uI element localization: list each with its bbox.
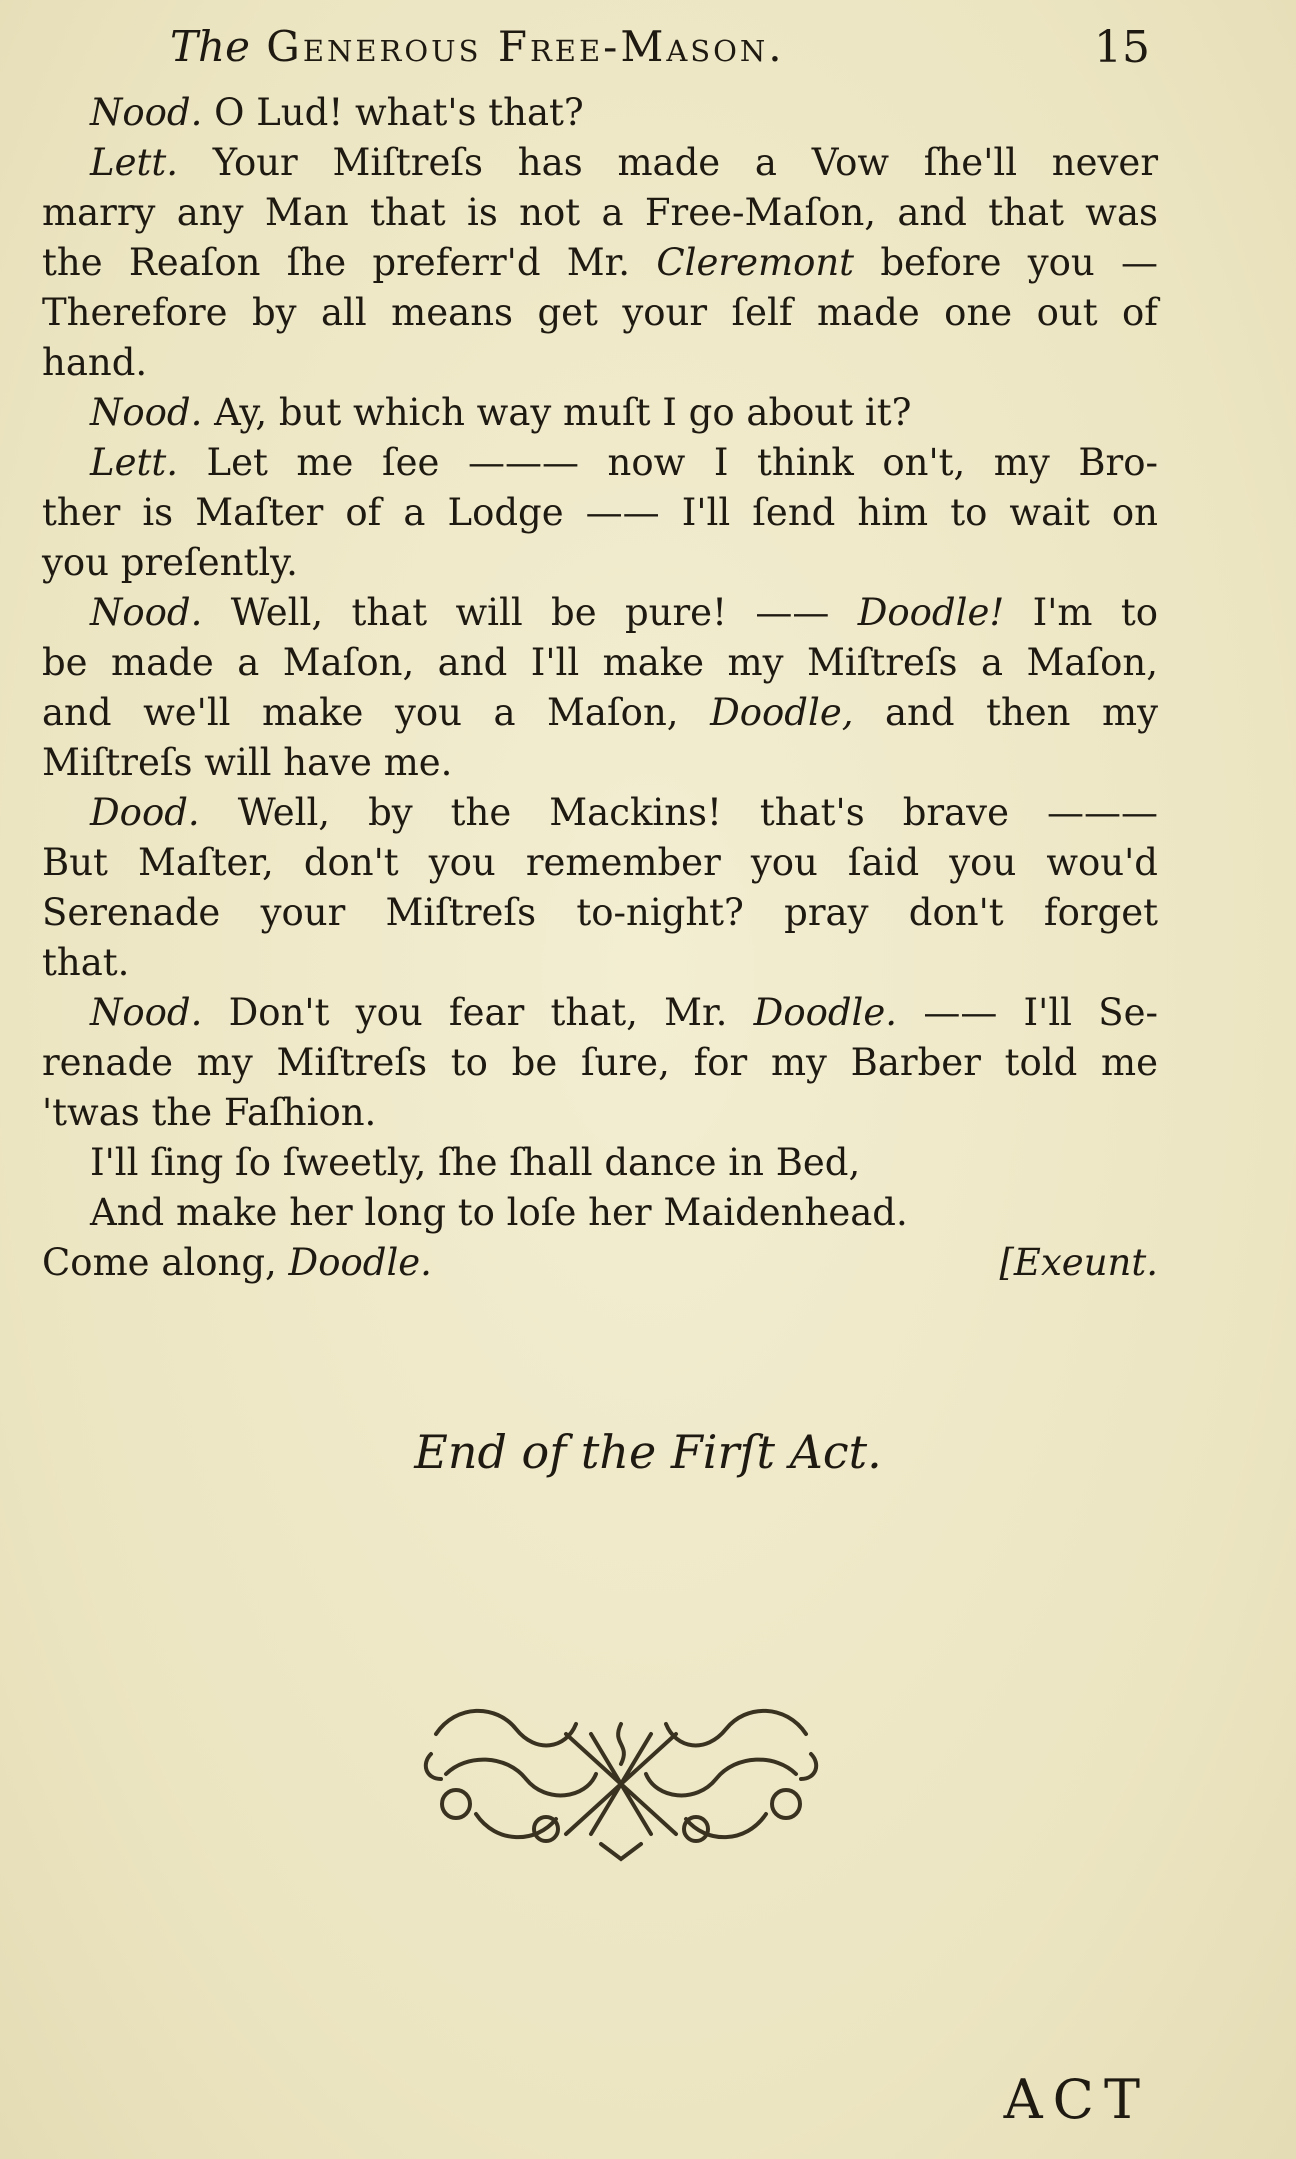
speech: Ay, but which way muſt I go about it? [214,391,912,434]
speaker-label: Lett. [90,441,178,484]
speech: and we'll make you a Maſon, [42,691,679,734]
speech: —— I'll Se- [923,991,1158,1034]
play-text [42,88,1158,1288]
text-line: 'twas the Faſhion. [42,1091,377,1134]
act-end-heading: End of the Firſt Act. [414,1425,882,1479]
speech: Come along, [42,1241,277,1284]
speaker-label: Dood. [90,791,200,834]
speaker-label: Nood. [90,991,203,1034]
text-line [42,388,1158,438]
verse-line: And make her long to loſe her Maidenhead. [90,1191,908,1234]
text-line [42,588,1158,638]
title-rest: Generous Free-Mason. [266,22,785,71]
text-line: be made a Maſon, and I'll make my Miſtreſs a Maſon, [42,641,1158,684]
text-line: ther is Maſter of a Lodge —— I'll ſend him to wait on [42,491,1158,534]
character-name: Doodle! [857,591,1005,634]
text-line [42,138,1158,188]
title-the: The [170,22,250,71]
character-name: Doodle. [288,1241,432,1284]
speech: Don't you fear that, Mr. [228,991,728,1034]
speech: and then my [885,691,1159,734]
speech: Let me ſee ——— now I think on't, my Bro- [206,441,1158,484]
speaker-label: Nood. [90,391,203,434]
text-line: Therefore by all means get your ſelf made one out of [42,291,1158,334]
speaker-label: Lett. [90,141,178,184]
speaker-label: Nood. [90,591,203,634]
text-line: But Maſter, don't you remember you ſaid you wou'd [42,841,1158,884]
text-line [42,438,1158,488]
stage-direction: [Exeunt. [999,1241,1158,1284]
text-line: renade my Miſtreſs to be ſure, for my Barber told me [42,1041,1158,1084]
running-head [170,22,1170,82]
speech: the Reaſon ſhe preferr'd Mr. [42,241,631,284]
speech: Well, by the Mackins! that's brave ——— [237,791,1158,834]
text-line: hand. [42,341,148,384]
character-name: Cleremont [656,241,855,284]
running-title [170,22,785,71]
printer-ornament-icon [416,1694,826,1864]
character-name: Doodle. [753,991,898,1034]
text-line [42,238,1158,288]
text-line: that. [42,941,130,984]
character-name: Doodle, [710,691,854,734]
speech: Well, that will be pure! —— [230,591,830,634]
closing-speech [42,1238,432,1288]
speech: O Lud! what's that? [214,91,584,134]
speech: before you — [880,241,1159,284]
text-line: Miſtreſs will have me. [42,741,453,784]
speech: I'm to [1032,591,1159,634]
text-line [42,688,1158,738]
text-line [42,88,1158,138]
text-line: marry any Man that is not a Free-Maſon, and that was [42,191,1158,234]
text-line [42,988,1158,1038]
verse-line: I'll ſing ſo ſweetly, ſhe ſhall dance in Bed, [90,1141,861,1184]
speech: Your Miſtreſs has made a Vow ſhe'll never [212,141,1159,184]
speaker-label: Nood. [90,91,203,134]
text-line [42,788,1158,838]
catchword: ACT [1003,2068,1150,2131]
page-number: 15 [1094,22,1150,73]
text-line: Serenade your Miſtreſs to-night? pray don't forget [42,891,1158,934]
text-line [42,1238,1158,1288]
text-line: you preſently. [42,541,298,584]
